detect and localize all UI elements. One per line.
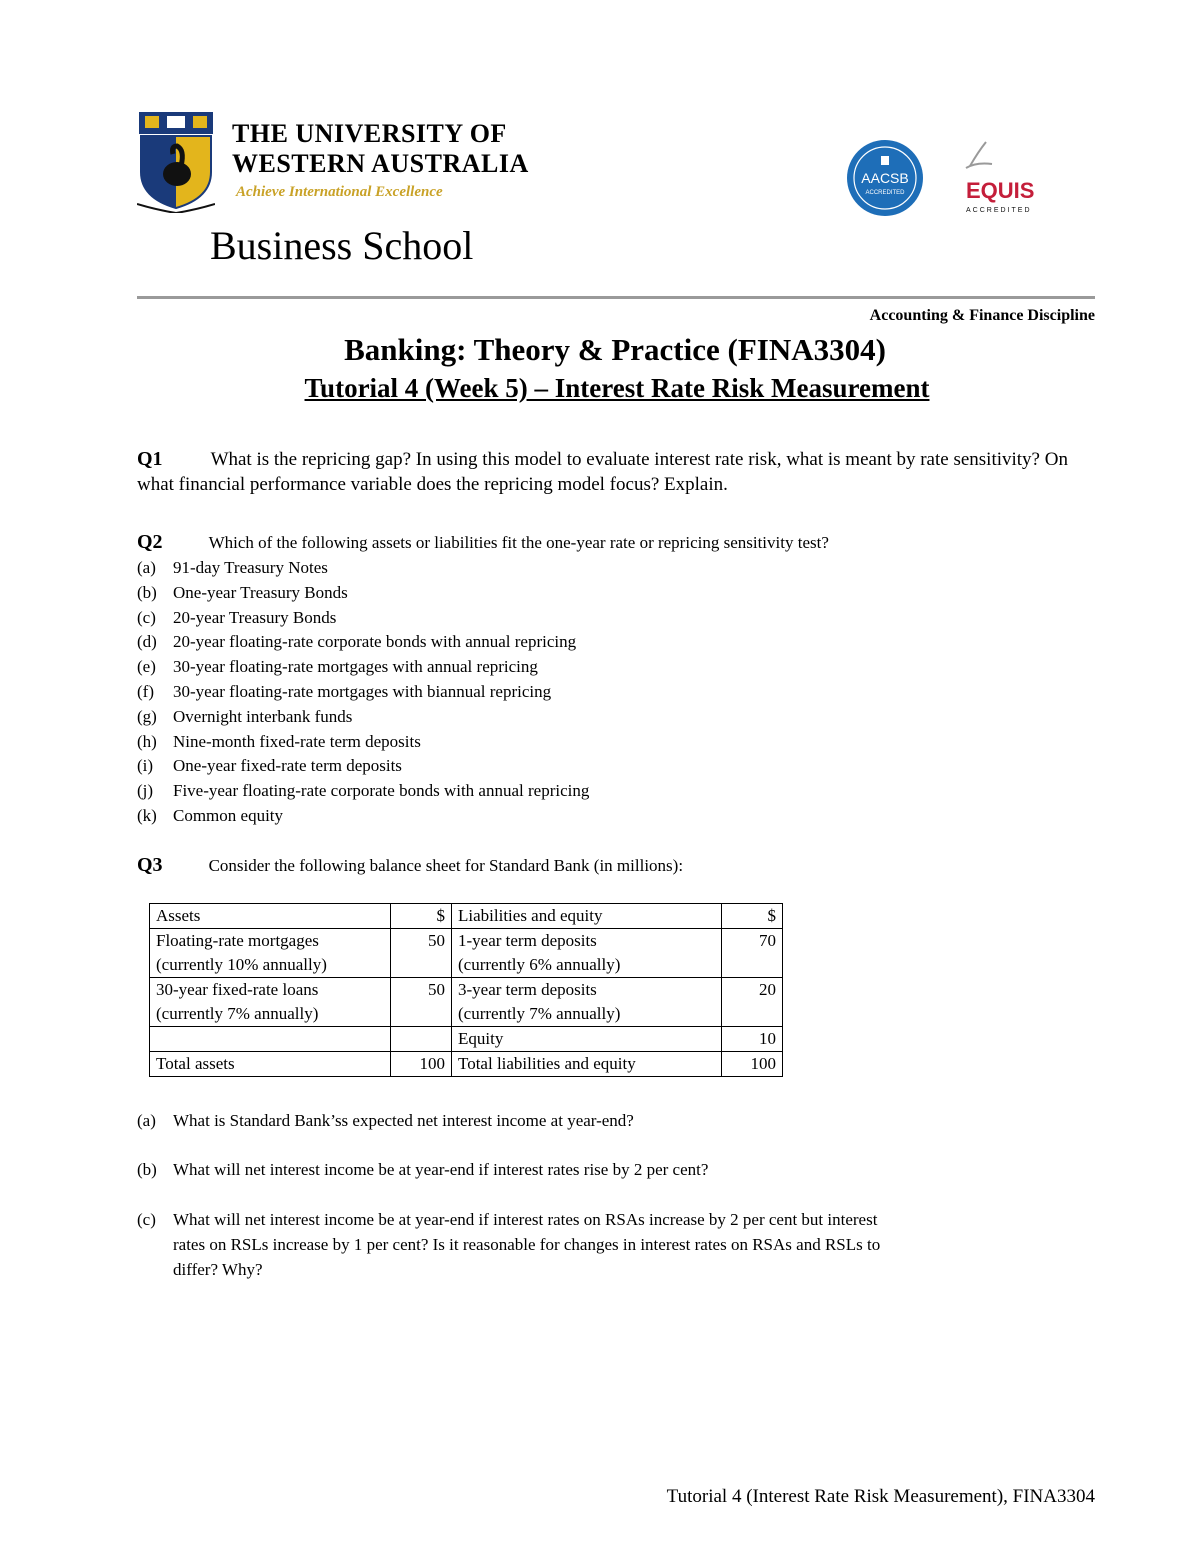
question-3-text: Consider the following balance sheet for Standard Bank (in millions): [208,856,684,875]
equis-logo [930,138,1060,218]
list-item: (g) Overnight interbank funds [137,706,353,726]
table-cell: 3-year term deposits (currently 7% annually) [452,978,722,1027]
question-3a: (a) What is Standard Bank’ss expected net interest income at year-end? [137,1111,634,1130]
table-header: Assets [150,904,391,929]
table-cell [150,1027,391,1052]
page-subtitle: Tutorial 4 (Week 5) – Interest Rate Risk Measurement [304,373,930,403]
question-2-options [137,555,829,828]
question-3 [137,853,683,878]
balance-sheet-table [149,903,783,1077]
question-3b: (b) What will net interest income be at year-end if interest rates rise by 2 per cent? [137,1160,709,1179]
table-cell: 50 [391,978,452,1027]
table-cell: 50 [391,929,452,978]
list-item: (a) 91-day Treasury Notes [137,558,328,577]
table-cell: 100 [722,1052,783,1077]
question-3c: (c) What will net interest income be at year-end if interest rates on RSAs increase by 2 per cent but interest rates on RSLs increase by 1 per cent? Is it reasonable for changes in interest rates on RSAs and RSLs to differ? Why? [137,1210,881,1279]
list-item: (b) One-year Treasury Bonds [137,582,348,602]
table-header: $ [722,904,783,929]
question-1-text: What is the repricing gap? In using this model to evaluate interest rate risk, what is meant by rate sensitivity? On what financial performance variable does the repricing model focus? Explain. [137,449,1068,495]
list-item: (j) Five-year floating-rate corporate bonds with annual repricing [137,781,590,801]
question-2-text: Which of the following assets or liabilities fit the one-year rate or repricing sensitivity test? [208,533,829,552]
aacsb-text: AACSB [861,170,909,186]
table-row [150,1027,783,1052]
table-row [150,1052,783,1077]
question-3-label: Q3 [137,854,163,876]
table-header: Liabilities and equity [452,904,722,929]
equis-subtext: ACCREDITED [966,207,1032,214]
list-item: (k) Common equity [137,805,284,825]
list-item: (c) 20-year Treasury Bonds [137,607,337,627]
table-row [150,978,783,1027]
list-item: (d) 20-year floating-rate corporate bonds with annual repricing [137,632,577,652]
university-name-line1: THE UNIVERSITY OF [232,119,507,148]
list-item: (h) Nine-month fixed-rate term deposits [137,731,421,751]
header-divider [137,296,1095,299]
table-cell: Total assets [150,1052,391,1077]
table-cell: 70 [722,929,783,978]
table-cell [391,1027,452,1052]
page-title: Banking: Theory & Practice (FINA3304) [344,332,886,367]
university-name-line2: WESTERN AUSTRALIA [232,149,529,178]
aacsb-subtext: ACCREDITED [865,190,905,196]
question-1 [137,447,1095,497]
question-2 [137,530,829,828]
list-item: (e) 30-year floating-rate mortgages with annual repricing [137,657,538,677]
table-cell: Total liabilities and equity [452,1052,722,1077]
table-cell: 20 [722,978,783,1027]
list-item: (f) 30-year floating-rate mortgages with biannual repricing [137,681,552,701]
table-cell: 10 [722,1027,783,1052]
page-footer: Tutorial 4 (Interest Rate Risk Measurement), FINA3304 [666,1486,1095,1507]
table-cell: 100 [391,1052,452,1077]
question-1-label: Q1 [137,448,163,470]
question-2-label: Q2 [137,531,163,553]
list-item: (i) One-year fixed-rate term deposits [137,756,402,776]
university-tagline: Achieve International Excellence [236,184,443,200]
equis-text: EQUIS [966,178,1035,203]
discipline-label: Accounting & Finance Discipline [869,307,1095,324]
table-cell: Equity [452,1027,722,1052]
table-header: $ [391,904,452,929]
university-crest [137,110,215,213]
school-name: Business School [210,223,474,268]
table-header-row [150,904,783,929]
aacsb-logo [845,138,925,218]
table-row [150,929,783,978]
table-cell: 30-year fixed-rate loans (currently 7% annually) [150,978,391,1027]
table-cell: 1-year term deposits (currently 6% annually) [452,929,722,978]
table-cell: Floating-rate mortgages (currently 10% annually) [150,929,391,978]
